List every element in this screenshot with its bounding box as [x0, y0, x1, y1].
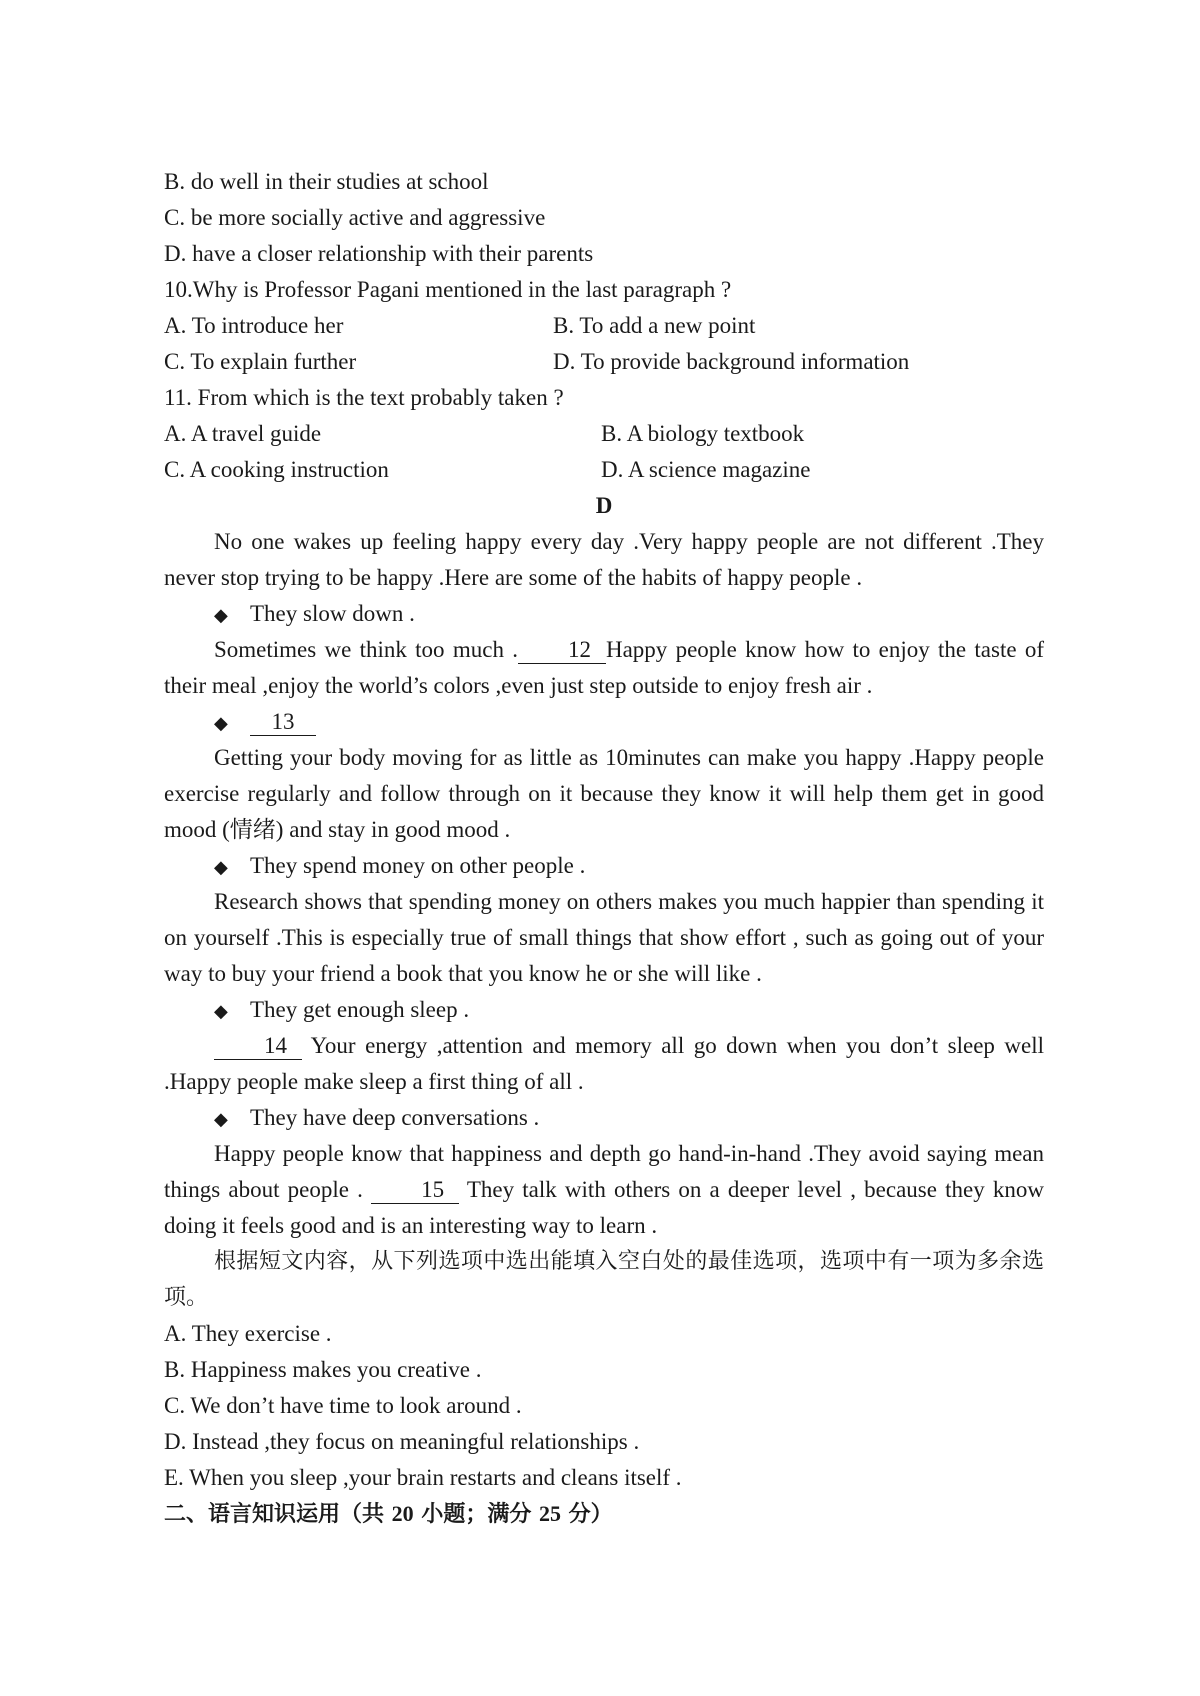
blank-14: 14 — [214, 1033, 302, 1060]
q11-option-c: C. A cooking instruction — [164, 457, 389, 482]
choice-c: C. We don’t have time to look around . — [164, 1393, 522, 1418]
choice-b: B. Happiness makes you creative . — [164, 1357, 482, 1382]
q10-option-a: A. To introduce her — [164, 313, 344, 338]
question-11-options-row-1 — [164, 416, 1044, 452]
blank-15: 15 — [371, 1177, 459, 1204]
q11-option-d: D. A science magazine — [601, 457, 811, 482]
question-10-stem: 10.Why is Professor Pagani mentioned in the last paragraph ? — [164, 277, 732, 302]
section-d-instruction: 根据短文内容，从下列选项中选出能填入空白处的最佳选项，选项中有一项为多余选项。 — [164, 1249, 1044, 1310]
heading-number: 25 — [539, 1501, 561, 1526]
habit-heading-text: They spend money on other people . — [250, 853, 586, 878]
option-d: D. have a closer relationship with their parents — [164, 241, 594, 266]
section-d-heading: D — [595, 493, 613, 518]
diamond-bullet-icon: ◆ — [214, 857, 228, 878]
habit-heading-4 — [164, 992, 1044, 1028]
heading-text: 分） — [561, 1502, 613, 1527]
section-d-intro: No one wakes up feeling happy every day .Very happy people are not different .They never stop trying to be happy .Here are some of the habits of happy people . — [164, 529, 1044, 590]
q11-option-a: A. A travel guide — [164, 421, 322, 446]
option-b: B. do well in their studies at school — [164, 169, 489, 194]
q10-option-c: C. To explain further — [164, 349, 357, 374]
habit-paragraph-3: Research shows that spending money on others makes you much happier than spending it on yourself .This is especially true of small things that show effort , such as going out of your way to buy your friend a book that you know he or she will like . — [164, 889, 1044, 986]
habit-heading-1 — [164, 596, 1044, 632]
question-10-options-row-2 — [164, 344, 1044, 380]
question-11-options-row-2 — [164, 452, 1044, 488]
blank-12: 12 — [518, 637, 606, 664]
habit-heading-text: They slow down . — [250, 601, 415, 626]
habit-heading-2 — [164, 704, 1044, 740]
blank-13: 13 — [250, 709, 316, 736]
choice-d: D. Instead ,they focus on meaningful relationships . — [164, 1429, 640, 1454]
habit-paragraph-5 — [164, 1136, 1044, 1244]
habit-paragraph-4 — [164, 1028, 1044, 1100]
heading-text: 小题；满分 — [413, 1502, 539, 1527]
choice-e: E. When you sleep ,your brain restarts and cleans itself . — [164, 1465, 682, 1490]
part-2-heading — [164, 1496, 1044, 1532]
diamond-bullet-icon: ◆ — [214, 1001, 228, 1022]
diamond-bullet-icon: ◆ — [214, 605, 228, 626]
heading-text: 二、语言知识运用（共 — [164, 1502, 392, 1527]
q10-option-d: D. To provide background information — [553, 349, 910, 374]
diamond-bullet-icon: ◆ — [214, 1109, 228, 1130]
habit-heading-5 — [164, 1100, 1044, 1136]
habit-heading-text: They get enough sleep . — [250, 997, 470, 1022]
option-c: C. be more socially active and aggressive — [164, 205, 546, 230]
paragraph-text: Happy people know that happiness and depth go hand-in-hand .They avoid saying mean things about people . — [164, 1141, 1044, 1202]
habit-heading-text: They have deep conversations . — [250, 1105, 540, 1130]
habit-paragraph-1 — [164, 632, 1044, 704]
diamond-bullet-icon: ◆ — [214, 713, 228, 734]
habit-heading-3 — [164, 848, 1044, 884]
q10-option-b: B. To add a new point — [553, 313, 756, 338]
habit-paragraph-2: Getting your body moving for as little as 10minutes can make you happy .Happy people exercise regularly and follow through on it because they know it will help them get in good mood (情绪) and stay in good mood . — [164, 745, 1044, 842]
question-11-stem: 11. From which is the text probably taken ? — [164, 385, 564, 410]
heading-number: 20 — [391, 1501, 414, 1526]
paragraph-text: Your energy ,attention and memory all go down when you don’t sleep well .Happy people make sleep a first thing of all . — [164, 1033, 1044, 1094]
paragraph-text: Sometimes we think too much . — [214, 637, 518, 662]
choice-a: A. They exercise . — [164, 1321, 332, 1346]
exam-page — [164, 164, 1044, 1532]
q11-option-b: B. A biology textbook — [601, 421, 805, 446]
question-10-options-row-1 — [164, 308, 1044, 344]
paragraph-text: Happy people know how to enjoy the taste of their meal ,enjoy the world’s colors ,even just step outside to enjoy fresh air . — [164, 637, 1044, 698]
paragraph-text: They talk with others on a deeper level , because they know doing it feels good and is an interesting way to learn . — [164, 1177, 1045, 1238]
